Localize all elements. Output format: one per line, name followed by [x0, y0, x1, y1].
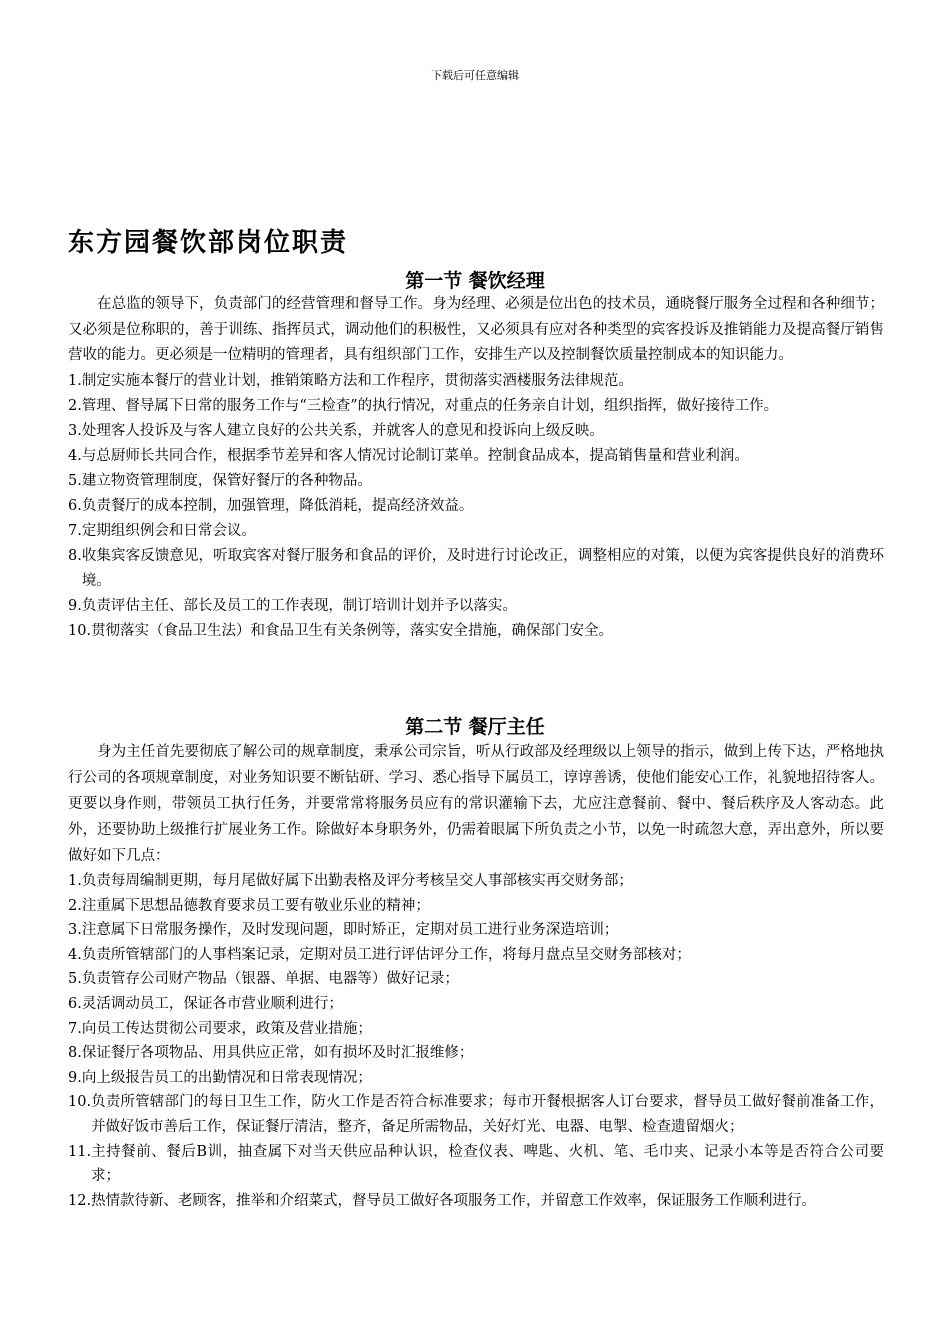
item-number: 5. — [68, 472, 82, 489]
item-text: 负责评估主任、部长及员工的工作表现，制订培训计划并予以落实。 — [81, 597, 517, 614]
item-number: 8. — [68, 1045, 82, 1062]
item-text: 注重属下思想品德教育要求员工要有敬业乐业的精神； — [81, 897, 430, 914]
list-item — [68, 1017, 884, 1042]
list-item — [68, 967, 884, 992]
item-number: 6. — [68, 497, 82, 514]
list-item — [68, 918, 884, 943]
list-item — [68, 1189, 884, 1214]
item-number: 5. — [68, 971, 82, 988]
item-number: 11. — [68, 1143, 92, 1160]
item-text: 灵活调动员工，保证各市营业顺利进行； — [81, 995, 343, 1012]
item-number: 7. — [68, 1020, 82, 1037]
list-item — [68, 494, 884, 519]
list-item — [68, 519, 884, 544]
list-item — [68, 469, 884, 494]
item-text: 建立物资管理制度，保管好餐厅的各种物品。 — [81, 472, 372, 489]
list-item — [68, 894, 884, 919]
list-item — [68, 619, 884, 644]
item-number: 10. — [68, 622, 92, 639]
item-number: 8. — [68, 547, 82, 564]
item-number: 1. — [68, 873, 82, 889]
item-text: 注意属下日常服务操作，及时发现问题，即时矫正，定期对员工进行业务深造培训； — [81, 922, 619, 939]
list-item — [68, 992, 884, 1017]
item-text: 主持餐前、餐后B训，抽查属下对当天供应品种认识，检查仪表、啤匙、火机、笔、毛巾夹、记录小本等是否符合公司要求； — [91, 1143, 884, 1185]
item-number: 9. — [68, 597, 82, 614]
section-2-intro: 身为主任首先要彻底了解公司的规章制度，秉承公司宗旨，听从行政部及经理级以上领导的指示，做到上传下达，严格地执行公司的各项规章制度，对业务知识要不断钻研、学习、悉心指导下属员工，谆谆善诱，使他们能安心工作，礼貌地招待客人。更要以身作则，带领员工执行任务，并要常常将服务员应有的常识灌输下去，尤应注意餐前、餐中、餐后秩序及人客动态。此外，还要协助上级推行扩展业务工作。除做好本身职务外，仍需着眼属下所负责之小节，以免一时疏忽大意，弄出意外，所以要做好如下几点： — [68, 744, 884, 864]
list-item — [68, 394, 884, 419]
document-title: 东方园餐饮部岗位职责 — [68, 228, 349, 258]
item-number: 4. — [68, 946, 82, 963]
item-text: 负责所管辖部门的人事档案记录，定期对员工进行评估评分工作，将每月盘点呈交财务部核对； — [81, 946, 691, 963]
item-number: 2. — [68, 897, 82, 914]
item-text: 处理客人投诉及与客人建立良好的公共关系，并就客人的意见和投诉向上级反映。 — [81, 422, 604, 439]
section-1-duty-list — [68, 369, 884, 644]
item-number: 3. — [68, 922, 82, 939]
item-number: 7. — [68, 522, 82, 539]
item-text: 制定实施本餐厅的营业计划，推销策略方法和工作程序，贯彻落实酒楼服务法律规范。 — [81, 372, 633, 389]
item-text: 管理、督导属下日常的服务工作与“三检查”的执行情况，对重点的任务亲自计划，组织指挥，做好接待工作。 — [81, 397, 779, 414]
list-item — [68, 943, 884, 968]
item-text: 负责每周编制更期，每月尾做好属下出勤表格及评分考核呈交人事部核实再交财务部； — [81, 873, 633, 889]
item-number: 6. — [68, 995, 82, 1012]
item-text: 负责餐厅的成本控制，加强管理，降低消耗，提高经济效益。 — [81, 497, 474, 514]
section-1-heading: 第一节 餐饮经理 — [405, 270, 545, 292]
item-number: 4. — [68, 447, 82, 464]
list-item — [68, 1140, 884, 1189]
item-text: 与总厨师长共同合作，根据季节差异和客人情况讨论制订菜单。控制食品成本，提高销售量和营业利润。 — [81, 447, 749, 464]
item-number: 2. — [68, 397, 82, 414]
section-1-body — [68, 292, 884, 644]
list-item — [68, 444, 884, 469]
list-item — [68, 594, 884, 619]
header-note: 下载后可任意编辑 — [431, 69, 519, 82]
item-text: 负责所管辖部门的每日卫生工作，防火工作是否符合标准要求；每市开餐根据客人订台要求，督导员工做好餐前准备工作，并做好饭市善后工作，保证餐厅清洁，整齐，备足所需物品，关好灯光、电器、电掣、检查遗留烟火； — [91, 1094, 884, 1135]
section-2-body — [68, 739, 884, 1213]
item-text: 向上级报告员工的出勤情况和日常表现情况； — [81, 1069, 372, 1086]
list-item — [68, 1041, 884, 1066]
list-item — [68, 544, 884, 594]
item-number: 10. — [68, 1094, 92, 1111]
item-number: 3. — [68, 422, 82, 439]
list-item — [68, 1066, 884, 1091]
list-item — [68, 369, 884, 394]
item-text: 保证餐厅各项物品、用具供应正常，如有损坏及时汇报维修； — [81, 1045, 474, 1062]
list-item — [68, 419, 884, 444]
section-2-duty-list — [68, 869, 884, 1213]
item-number: 1. — [68, 372, 82, 389]
item-number: 12. — [68, 1192, 92, 1209]
item-text: 贯彻落实（食品卫生法）和食品卫生有关条例等，落实安全措施，确保部门安全。 — [91, 622, 614, 639]
list-item — [68, 869, 884, 894]
item-text: 负责管存公司财产物品（银器、单据、电器等）做好记录； — [81, 971, 459, 988]
item-text: 定期组织例会和日常会议。 — [81, 522, 256, 539]
list-item — [68, 1090, 884, 1139]
item-text: 收集宾客反馈意见，听取宾客对餐厅服务和食品的评价，及时进行讨论改正，调整相应的对策，以便为宾客提供良好的消费环境。 — [81, 547, 884, 589]
section-1-intro: 在总监的领导下，负责部门的经营管理和督导工作。身为经理、必须是位出色的技术员，通晓餐厅服务全过程和各种细节；又必须是位称职的，善于训练、指挥员式，调动他们的积极性，又必须具有应对各种类型的宾客投诉及推销能力及提高餐厅销售营收的能力。更必须是一位精明的管理者，具有组织部门工作，安排生产以及控制餐饮质量控制成本的知识能力。 — [68, 296, 884, 363]
item-number: 9. — [68, 1069, 82, 1086]
item-text: 向员工传达贯彻公司要求，政策及营业措施； — [81, 1020, 372, 1037]
item-text: 热情款待新、老顾客，推举和介绍菜式，督导员工做好各项服务工作，并留意工作效率，保证服务工作顺利进行。 — [91, 1192, 817, 1209]
section-2-heading: 第二节 餐厅主任 — [405, 716, 545, 738]
